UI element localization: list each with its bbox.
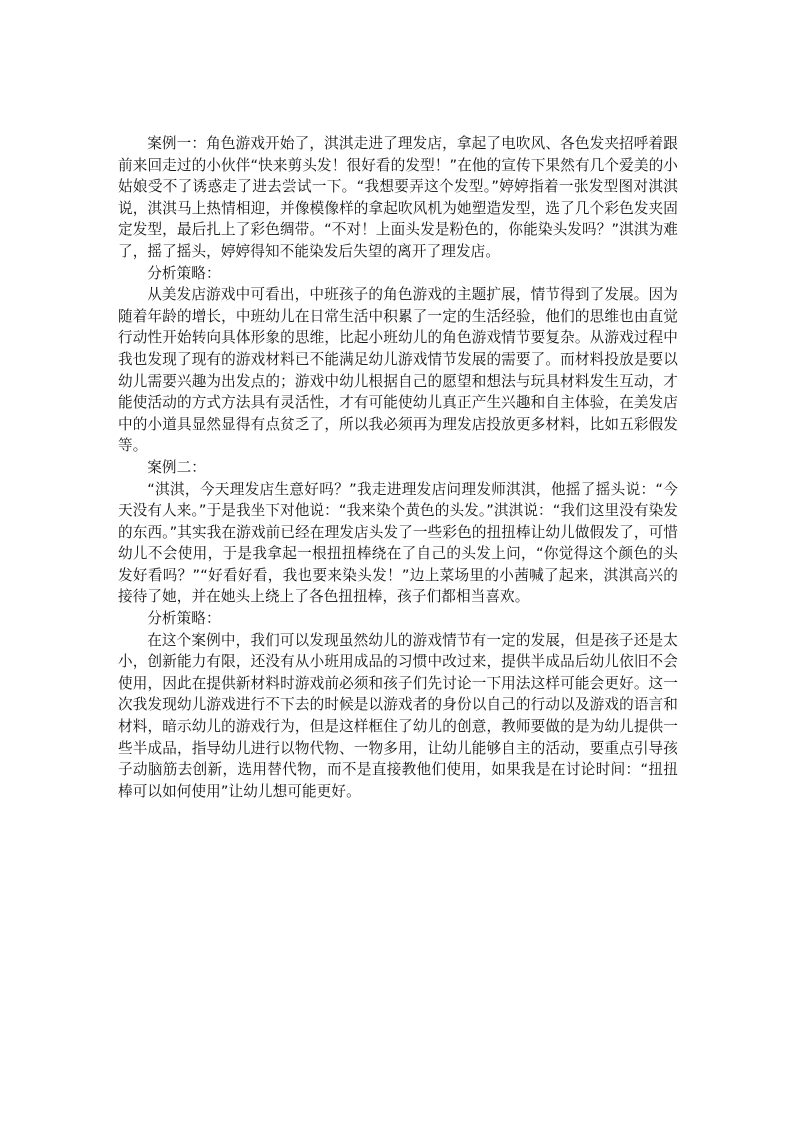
analysis-heading-2: 分析策略： <box>147 610 221 628</box>
case-one-paragraph: 案例一：角色游戏开始了，淇淇走进了理发店，拿起了电吹风、各色发夹招呼着跟前来回走过的小伙伴“快来剪头发！很好看的发型！”在他的宣传下果然有几个爱美的小姑娘受不了诱惑走了进去尝试一下。“我想要弄这个发型。”婷婷指着一张发型图对淇淇说，淇淇马上热情相迎，并像模像样的拿起吹风机为她塑造发型，选了几个彩色发夹固定发型，最后扎上了彩色绸带。“不对！上面头发是粉色的，你能染头发吗？”淇淇为难了，摇了摇头，婷婷得知不能染发后失望的离开了理发店。 <box>118 135 678 260</box>
case-two-paragraph: “淇淇，今天理发店生意好吗？”我走进理发店问理发师淇淇，他摇了摇头说：“今天没有人来。”于是我坐下对他说：“我来染个黄色的头发。”淇淇说：“我们这里没有染发的东西。”其实我在游戏前已经在理发店头发了一些彩色的扭扭棒让幼儿做假发了，可惜幼儿不会使用，于是我拿起一根扭扭棒绕在了自己的头发上问，“你觉得这个颜色的头发好看吗？”“好看好看，我也要来染头发！”边上菜场里的小茜喊了起来，淇淇高兴的接待了她，并在她头上绕上了各色扭扭棒，孩子们都相当喜欢。 <box>118 480 678 606</box>
analysis-heading-1: 分析策略： <box>147 264 221 282</box>
case-two-heading: 案例二： <box>147 458 206 476</box>
analysis-paragraph-2: 在这个案例中，我们可以发现虽然幼儿的游戏情节有一定的发展，但是孩子还是太小，创新能力有限，还没有从小班用成品的习惯中改过来，提供半成品后幼儿依旧不会使用，因此在提供新材料时游戏前必须和孩子们先讨论一下用法这样可能会更好。这一次我发现幼儿游戏进行不下去的时候是以游戏者的身份以自己的行动以及游戏的语言和材料，暗示幼儿的游戏行为，但是这样框住了幼儿的创意，教师要做的是为幼儿提供一些半成品，指导幼儿进行以物代物、一物多用，让幼儿能够自主的活动，要重点引导孩子动脑筋去创新，选用替代物，而不是直接教他们使用，如果我是在讨论时间：“扭扭棒可以如何使用”让幼儿想可能更好。 <box>118 631 678 800</box>
document-body <box>118 133 678 802</box>
analysis-paragraph-1: 从美发店游戏中可看出，中班孩子的角色游戏的主题扩展，情节得到了发展。因为随着年龄的增长，中班幼儿在日常生活中积累了一定的生活经验，他们的思维也由直觉行动性开始转向具体形象的思维，比起小班幼儿的角色游戏情节要复杂。从游戏过程中我也发现了现有的游戏材料已不能满足幼儿游戏情节发展的需要了。而材料投放是要以幼儿需要兴趣为出发点的；游戏中幼儿根据自己的愿望和想法与玩具材料发生互动，才能使活动的方式方法具有灵活性，才有可能使幼儿真正产生兴趣和自主体验，在美发店中的小道具显然显得有点贫乏了，所以我必须再为理发店投放更多材料，比如五彩假发等。 <box>118 286 678 455</box>
